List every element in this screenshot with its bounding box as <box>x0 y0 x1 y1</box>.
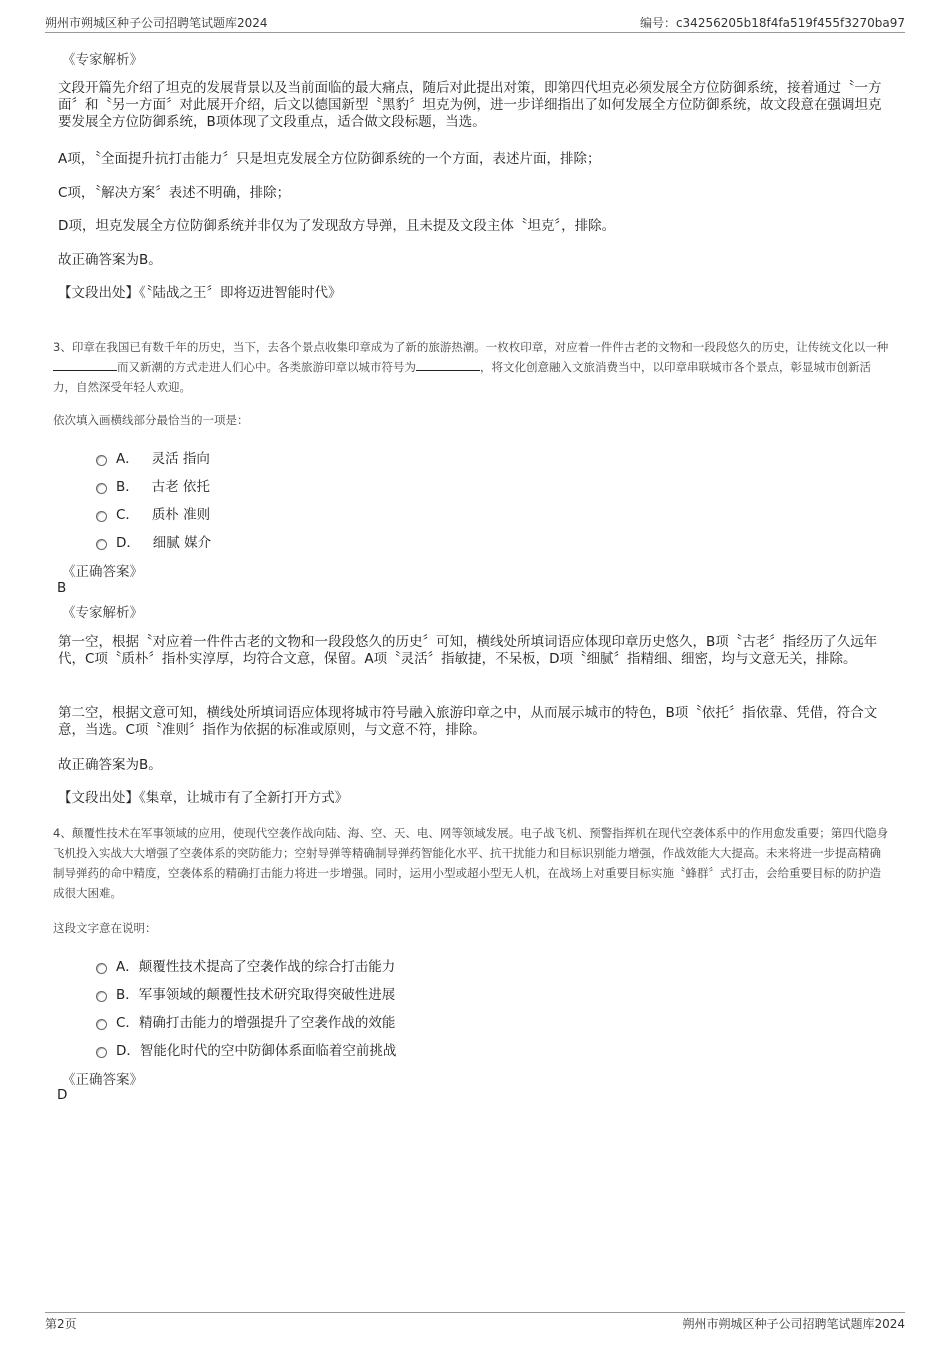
option-text: 灵活 指向 <box>151 451 210 467</box>
radio-button-icon[interactable] <box>96 991 107 1002</box>
radio-button-icon[interactable] <box>96 511 107 522</box>
question-prompt: 依次填入画横线部分最恰当的一项是： <box>53 413 249 427</box>
option-letter: A． <box>116 451 139 467</box>
radio-button-icon[interactable] <box>96 539 107 550</box>
option-text: 颠覆性技术提高了空袭作战的综合打击能力 <box>138 959 396 975</box>
option-letter: B． <box>116 479 139 495</box>
page-footer <box>45 1312 905 1333</box>
option-text: 军事领域的颠覆性技术研究取得突破性进展 <box>138 987 396 1003</box>
question-3-text <box>53 337 891 397</box>
radio-button-icon[interactable] <box>96 963 107 974</box>
fill-blank <box>416 359 480 371</box>
radio-button-icon[interactable] <box>96 1047 107 1058</box>
option-text: 精确打击能力的增强提升了空袭作战的效能 <box>138 1015 396 1031</box>
question-4-text: 4、颠覆性技术在军事领域的应用，使现代空袭作战向陆、海、空、天、电、网等领域发展。电子战飞机、预警指挥机在现代空袭体系中的作用愈发重要；第四代隐身飞机投入实战大大增强了空袭体系的突防能力；空射导弹等精确制导弹药智能化水平、抗干扰能力和目标识别能力增强，作战效能大大提高。未来将进一步提高精确制导弹药的命中精度，空袭体系的精确打击能力将进一步增强。同时，运用小型或超小型无人机，在战场上对重要目标实施〝蜂群〞式打击，会给重要目标的防护造成很大困难。 <box>53 826 889 900</box>
analysis-paragraph: D项，坦克发展全方位防御系统并非仅为了发现敌方导弹，且未提及文段主体〝坦克〞，排除。 <box>58 218 616 234</box>
correct-answer: B <box>57 580 67 596</box>
header-title: 朔州市朔城区种子公司招聘笔试题库2024 <box>45 16 268 30</box>
analysis-paragraph: 文段开篇先介绍了坦克的发展背景以及当前面临的最大痛点，随后对此提出对策，即第四代坦克必须发展全方位防御系统，接着通过〝一方面〞和〝另一方面〞对此展开介绍，后文以德国新型〝黑豹〞坦克为例，进一步详细指出了如何发展全方位防御系统，故文段意在强调坦克要发展全方位防御系统，B项体现了文段重点，适合做文段标题，当选。 <box>58 80 882 130</box>
question-text-part: 3、印章在我国已有数千年的历史，当下，去各个景点收集印章成为了新的旅游热潮。一枚枚印章，对应着一件件古老的文物和一段段悠久的历史，让传统文化以一种 <box>53 340 889 354</box>
radio-button-icon[interactable] <box>96 455 107 466</box>
radio-button-icon[interactable] <box>96 1019 107 1030</box>
header-code: 编号：c34256205b18f4fa519f455f3270ba97 <box>639 16 905 30</box>
option-text: 智能化时代的空中防御体系面临着空前挑战 <box>139 1043 397 1059</box>
answer-statement: 故正确答案为B。 <box>58 252 162 268</box>
option-d[interactable] <box>96 1039 396 1059</box>
analysis-label: 《专家解析》 <box>62 52 143 68</box>
source-citation: 【文段出处】《〝陆战之王〞即将迈进智能时代》 <box>58 285 342 301</box>
option-text: 质朴 准则 <box>151 507 211 523</box>
source-citation: 【文段出处】《集章，让城市有了全新打开方式》 <box>58 790 349 806</box>
correct-answer: D <box>57 1087 68 1103</box>
question-prompt: 这段文字意在说明： <box>53 921 157 935</box>
correct-answer-label: 《正确答案》 <box>62 564 143 580</box>
option-letter: D． <box>116 535 140 551</box>
option-letter: C． <box>116 507 139 523</box>
page-header <box>45 14 905 33</box>
analysis-paragraph: 第二空，根据文意可知，横线处所填词语应体现将城市符号融入旅游印章之中，从而展示城市的特色，B项〝依托〞指依靠、凭借，符合文意，当选。C项〝准则〞指作为依据的标准或原则，与文意不符，排除。 <box>58 705 878 738</box>
question-text-part: ，将文化创意融入文旅消费当中，以印章串联城市各个景点，彰显城市创新活力，自然深受年轻人欢迎。 <box>53 360 871 394</box>
answer-statement: 故正确答案为B。 <box>58 757 162 773</box>
analysis-label: 《专家解析》 <box>62 605 143 621</box>
option-a[interactable] <box>96 955 395 975</box>
option-b[interactable] <box>96 475 210 495</box>
analysis-paragraph: C项，〝解决方案〞表述不明确，排除； <box>58 185 291 201</box>
page-number: 第2页 <box>45 1317 77 1331</box>
option-text: 古老 依托 <box>151 479 210 495</box>
option-letter: A． <box>116 959 139 975</box>
option-c[interactable] <box>96 503 210 523</box>
correct-answer-label: 《正确答案》 <box>62 1072 143 1088</box>
option-text: 细腻 媒介 <box>152 535 212 551</box>
option-d[interactable] <box>96 531 211 551</box>
footer-title: 朔州市朔城区种子公司招聘笔试题库2024 <box>682 1317 905 1331</box>
option-c[interactable] <box>96 1011 395 1031</box>
option-a[interactable] <box>96 447 210 467</box>
question-text-part: 而又新潮的方式走进人们心中。各类旅游印章以城市符号为 <box>117 360 416 374</box>
option-letter: D． <box>116 1043 140 1059</box>
radio-button-icon[interactable] <box>96 483 107 494</box>
option-letter: C． <box>116 1015 139 1031</box>
option-letter: B． <box>116 987 139 1003</box>
fill-blank <box>53 359 117 371</box>
analysis-paragraph: 第一空，根据〝对应着一件件古老的文物和一段段悠久的历史〞可知，横线处所填词语应体现印章历史悠久，B项〝古老〞指经历了久远年代，C项〝质朴〞指朴实淳厚，均符合文意，保留。A项〝灵活〞指敏捷，不呆板，D项〝细腻〞指精细、细密，均与文意无关，排除。 <box>58 634 878 667</box>
option-b[interactable] <box>96 983 395 1003</box>
analysis-paragraph: A项，〝全面提升抗打击能力〞只是坦克发展全方位防御系统的一个方面，表述片面，排除； <box>58 151 601 167</box>
